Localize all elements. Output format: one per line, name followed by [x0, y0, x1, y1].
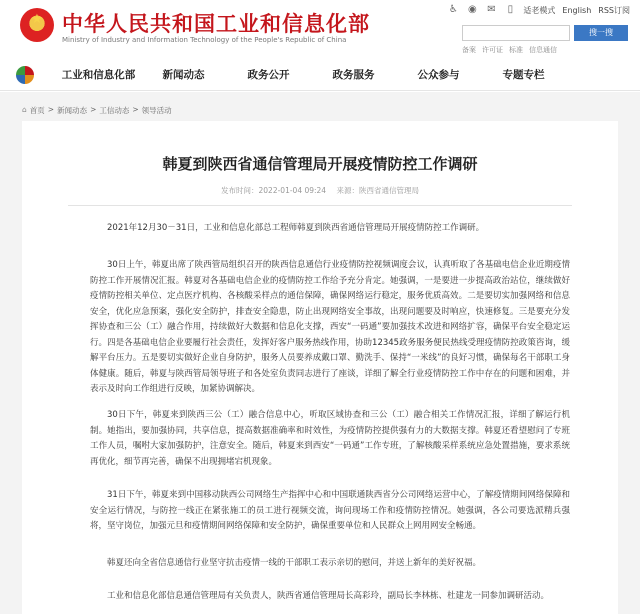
article-paragraph: 31日下午，韩夏来到中国移动陕西公司网络生产指挥中心和中国联通陕西省分公司网络运营中心，了解疫情期间网络保障和安全运行情况，与防控一线正在紧张施工的员工进行视频交流，询问现场工作和疫情防控情况。她强调，各公司要选派精兵强将，坚守岗位，加强元旦和疫情期间网络保障和安全防护，确保重要单位和人民群众上网用网安全畅通。	[90, 490, 570, 531]
rss-link[interactable]: RSS订阅	[598, 5, 630, 15]
weibo-icon[interactable]: ◉	[468, 4, 477, 15]
hot-word[interactable]: 标准	[509, 46, 523, 54]
breadcrumb-separator: >	[90, 105, 97, 114]
divider	[68, 205, 572, 206]
home-icon: ⌂	[22, 105, 27, 114]
article-paragraph: 30日上午，韩夏出席了陕西管局组织召开的陕西信息通信行业疫情防控视频调度会议，认真听取了各基础电信企业近期疫情防控工作开展情况汇报。韩夏对各基础电信企业的疫情防控工作给予充分肯定。她强调，一是要进一步提高政治站位，继续做好疫情防控相关单位、定点医疗机构、各核酸采样点的通信保障，确保网络运行稳定，服务优质高效。二是要切实加强网络和信息安全，优化应急预案，强化安全防护，排查安全隐患，防止出现网络安全事故，出现问题要及时响应，快速修复。三是要充分发挥协查和三公（工）融合作用，持续做好大数据和信息化支撑，西安“一码通”要加强技术改进和网络扩容，确保平台安全稳定运行。四是各基础电信企业要履行社会责任，发挥好客户服务热线作用，协助12345政务服务便民热线受理疫情防控政策咨询，缓解平台压力。五是要切实做好企业自身防护，服务人员要养成戴口罩、勤洗手、保持“一米线”的良好习惯，确保每名干部职工身体健康。随后，韩夏与陕西管局领导班子和各处室负责同志进行了座谈，详细了解全行业疫情防控工作中存在的问题和困难，并表示及时向工作组进行反映，加紧协调解决。	[90, 260, 570, 394]
breadcrumb-ministry-news[interactable]: 工信动态	[99, 106, 130, 115]
hot-words	[462, 45, 557, 55]
article-paragraph: 2021年12月30－31日，工业和信息化部总工程师韩夏到陕西省通信管理局开展疫情防控工作调研。	[107, 223, 485, 233]
english-link[interactable]: English	[562, 5, 592, 15]
article-source: 来源：陕西省通信管理局	[336, 186, 419, 195]
nav-item-news[interactable]: 新闻动态	[162, 69, 205, 81]
site-subtitle: Ministry of Industry and Information Technology of the People's Republic of China	[62, 36, 347, 44]
search-input[interactable]	[462, 25, 570, 41]
nav-item-topics[interactable]: 专题专栏	[502, 69, 545, 81]
article-title: 韩夏到陕西省通信管理局开展疫情防控工作调研	[162, 155, 478, 173]
publish-time: 发布时间：2022-01-04 09:24	[221, 186, 327, 195]
hot-word[interactable]: 许可证	[482, 46, 503, 54]
breadcrumb-news[interactable]: 新闻动态	[57, 106, 88, 115]
article-paragraph: 工业和信息化部信息通信管理局有关负责人，陕西省通信管理局长高彩玲，副局长李林栋、杜建龙一同参加调研活动。	[107, 591, 550, 601]
nav-item-participation[interactable]: 公众参与	[417, 69, 460, 81]
hot-word[interactable]: 信息通信	[529, 46, 557, 54]
nav-item-public-affairs[interactable]: 政务公开	[247, 69, 290, 81]
article-meta	[22, 185, 618, 196]
breadcrumb-separator: >	[47, 105, 55, 114]
article-paragraph: 30日下午，韩夏来到陕西三公（工）融合信息中心，听取区域协查和三公（工）融合相关工作情况汇报，详细了解运行机制。她指出，要加强协同，共享信息，提高数据准确率和时效性，为疫情防控提供强有力的大数据支撑。韩夏还看望慰问了专班工作人员，嘱咐大家加强防护，注意安全。随后，韩夏来到西安“一码通”工作专班，了解核酸采样系统应急处置措施，要求系统再优化，细节再完善，确保不出现拥堵宕机现象。	[90, 410, 570, 467]
breadcrumb-leader-activities[interactable]: 领导活动	[141, 106, 172, 115]
home-logo-icon[interactable]	[16, 66, 34, 84]
national-emblem-icon: ★	[20, 8, 54, 42]
site-title[interactable]: 中华人民共和国工业和信息化部	[62, 11, 370, 36]
breadcrumb-home[interactable]: 首页	[29, 106, 45, 115]
hot-word[interactable]: 备案	[462, 46, 476, 54]
main-nav	[0, 62, 640, 91]
nav-item-ministry[interactable]: 工业和信息化部	[61, 69, 136, 81]
search-button[interactable]: 搜一搜	[574, 25, 628, 41]
nav-item-services[interactable]: 政务服务	[332, 69, 375, 81]
elder-mode-link[interactable]: 适老模式	[523, 5, 556, 15]
site-header	[0, 0, 640, 58]
accessibility-icon[interactable]: ♿	[448, 4, 458, 15]
wechat-icon[interactable]: ✉	[487, 4, 496, 15]
article-paragraph: 韩夏还向全省信息通信行业坚守抗击疫情一线的干部职工表示亲切的慰问，并送上新年的美好祝福。	[107, 558, 482, 568]
breadcrumb-separator: >	[132, 105, 139, 114]
mobile-icon[interactable]: ▯	[507, 4, 514, 15]
article-card	[22, 121, 618, 614]
breadcrumb	[22, 105, 172, 116]
top-links	[447, 4, 630, 16]
